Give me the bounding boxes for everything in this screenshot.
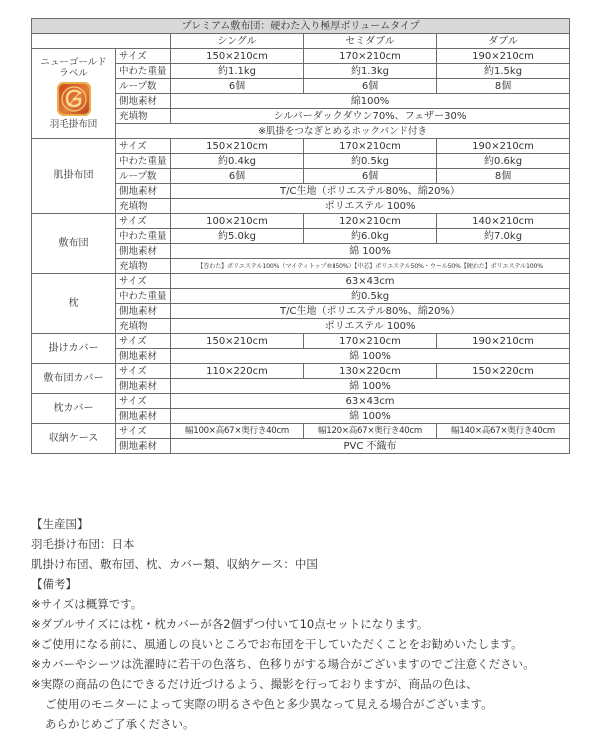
cell: 幅140×高67×奥行き40cm xyxy=(437,424,570,439)
row-label: 中わた重量 xyxy=(116,289,171,304)
header-double: ダブル xyxy=(437,34,570,49)
cell: 約7.0kg xyxy=(437,229,570,244)
cell: 約5.0kg xyxy=(171,229,304,244)
cell: 170×210cm xyxy=(304,49,437,64)
cell: 150×210cm xyxy=(171,49,304,64)
category-label: ニューゴールド xyxy=(40,57,107,68)
cell: 綿 100% xyxy=(171,409,570,424)
row-label: サイズ xyxy=(116,394,171,409)
cell: ポリエステル 100% xyxy=(171,199,570,214)
cell: 約1.1kg xyxy=(171,64,304,79)
remarks-heading: 【備考】 xyxy=(31,577,77,591)
remark-line: ※カバーやシーツは洗濯時に若干の色落ち、色移りがする場合がございますのでご注意ください。 xyxy=(31,657,535,671)
row-label: 充填物 xyxy=(116,199,171,214)
header-blank xyxy=(32,34,171,49)
cell: 約0.5kg xyxy=(171,289,570,304)
row-label: サイズ xyxy=(116,274,171,289)
cell: 170×210cm xyxy=(304,334,437,349)
row-label: サイズ xyxy=(116,364,171,379)
cell: 6個 xyxy=(171,79,304,94)
table-row xyxy=(32,334,570,349)
table-row xyxy=(32,139,570,154)
notes-section xyxy=(31,514,591,734)
row-label: 側地素材 xyxy=(116,184,171,199)
category-label: 羽毛掛布団 xyxy=(49,119,98,130)
cell: 190×210cm xyxy=(437,334,570,349)
cell: 190×210cm xyxy=(437,139,570,154)
cell: シルバーダックダウン70%、フェザー30% xyxy=(171,109,570,124)
cell: 110×220cm xyxy=(171,364,304,379)
remark-line: ※サイズは概算です。 xyxy=(31,597,143,611)
category-light-quilt: 肌掛布団 xyxy=(32,139,116,214)
row-label: 側地素材 xyxy=(116,379,171,394)
header-single: シングル xyxy=(171,34,304,49)
origin-line: 羽毛掛け布団：日本 xyxy=(31,537,135,551)
remark-line: ※実際の商品の色にできるだけ近づけるよう、撮影を行っておりますが、商品の色は、 xyxy=(31,677,478,691)
row-label: ループ数 xyxy=(116,169,171,184)
row-label: 側地素材 xyxy=(116,439,171,454)
size-header-row xyxy=(32,34,570,49)
cell: 6個 xyxy=(304,79,437,94)
row-label: 側地素材 xyxy=(116,349,171,364)
cell: 120×210cm xyxy=(304,214,437,229)
cell: 【巻わた】ポリエステル100%（マイティトップ®Ⅱ50%）【中芯】ポリエステル50%・ウール50%【硬わた】ポリエステル100% xyxy=(171,259,570,274)
row-label: ループ数 xyxy=(116,79,171,94)
row-label: 充填物 xyxy=(116,109,171,124)
new-gold-label-logo-icon xyxy=(57,82,91,116)
cell: 150×210cm xyxy=(171,139,304,154)
row-label: サイズ xyxy=(116,214,171,229)
category-label: ラベル xyxy=(59,68,88,79)
category-mattress: 敷布団 xyxy=(32,214,116,274)
origin-heading: 【生産国】 xyxy=(31,517,89,531)
row-label: 側地素材 xyxy=(116,94,171,109)
cell: 6個 xyxy=(171,169,304,184)
cell: 6個 xyxy=(304,169,437,184)
category-pillow: 枕 xyxy=(32,274,116,334)
table-title: プレミアム敷布団：硬わた入り極厚ボリュームタイプ xyxy=(32,19,570,34)
cell: 190×210cm xyxy=(437,49,570,64)
remark-line: ※ご使用になる前に、風通しの良いところでお布団を干していただくことをお勧めいたします。 xyxy=(31,637,523,651)
row-label: サイズ xyxy=(116,334,171,349)
spec-table xyxy=(31,18,570,454)
cell: 8個 xyxy=(437,79,570,94)
remark-line: ※ダブルサイズには枕・枕カバーが各2個ずつ付いて10点セットになります。 xyxy=(31,617,429,631)
origin-line: 肌掛け布団、敷布団、枕、カバー類、収納ケース：中国 xyxy=(31,557,318,571)
row-label: 側地素材 xyxy=(116,409,171,424)
cell: 8個 xyxy=(437,169,570,184)
table-row xyxy=(32,274,570,289)
table-row xyxy=(32,364,570,379)
row-label: 中わた重量 xyxy=(116,154,171,169)
table-row xyxy=(32,49,570,64)
cell: T/C生地（ポリエステル80%、綿20%） xyxy=(171,304,570,319)
category-quilt-cover: 掛けカバー xyxy=(32,334,116,364)
cell: 綿100% xyxy=(171,94,570,109)
remark-line: あらかじめご了承ください。 xyxy=(45,717,195,731)
cell: 幅120×高67×奥行き40cm xyxy=(304,424,437,439)
cell: 約0.5kg xyxy=(304,154,437,169)
cell: 綿 100% xyxy=(171,379,570,394)
cell: 約1.3kg xyxy=(304,64,437,79)
cell: 150×210cm xyxy=(171,334,304,349)
row-label: 中わた重量 xyxy=(116,64,171,79)
row-label: サイズ xyxy=(116,424,171,439)
row-label: 側地素材 xyxy=(116,244,171,259)
row-label: 側地素材 xyxy=(116,304,171,319)
cell: ポリエステル 100% xyxy=(171,319,570,334)
row-label: サイズ xyxy=(116,139,171,154)
cell: 綿 100% xyxy=(171,244,570,259)
row-label: サイズ xyxy=(116,49,171,64)
cell: PVC 不織布 xyxy=(171,439,570,454)
category-pillowcase: 枕カバー xyxy=(32,394,116,424)
table-row xyxy=(32,214,570,229)
cell: 約0.4kg xyxy=(171,154,304,169)
category-storage-case: 収納ケース xyxy=(32,424,116,454)
cell: 約1.5kg xyxy=(437,64,570,79)
remark-line: ご使用のモニターによって実際の明るさや色と多少異なって見える場合がございます。 xyxy=(45,697,493,711)
cell: 130×220cm xyxy=(304,364,437,379)
cell: 綿 100% xyxy=(171,349,570,364)
cell: 63×43cm xyxy=(171,394,570,409)
header-semidouble: セミダブル xyxy=(304,34,437,49)
row-label: 充填物 xyxy=(116,319,171,334)
cell: 幅100×高67×奥行き40cm xyxy=(171,424,304,439)
cell: 150×220cm xyxy=(437,364,570,379)
table-title-row xyxy=(32,19,570,34)
cell: 約0.6kg xyxy=(437,154,570,169)
row-label: 充填物 xyxy=(116,259,171,274)
category-mattress-cover: 敷布団カバー xyxy=(32,364,116,394)
cell: 63×43cm xyxy=(171,274,570,289)
cell: T/C生地（ポリエステル80%、綿20%） xyxy=(171,184,570,199)
table-row xyxy=(32,394,570,409)
category-down-quilt xyxy=(32,49,116,139)
cell: 約6.0kg xyxy=(304,229,437,244)
table-row xyxy=(32,424,570,439)
cell: 170×210cm xyxy=(304,139,437,154)
cell: 140×210cm xyxy=(437,214,570,229)
row-label: 中わた重量 xyxy=(116,229,171,244)
note-cell: ※肌掛をつなぎとめるホックバンド付き xyxy=(116,124,570,139)
cell: 100×210cm xyxy=(171,214,304,229)
